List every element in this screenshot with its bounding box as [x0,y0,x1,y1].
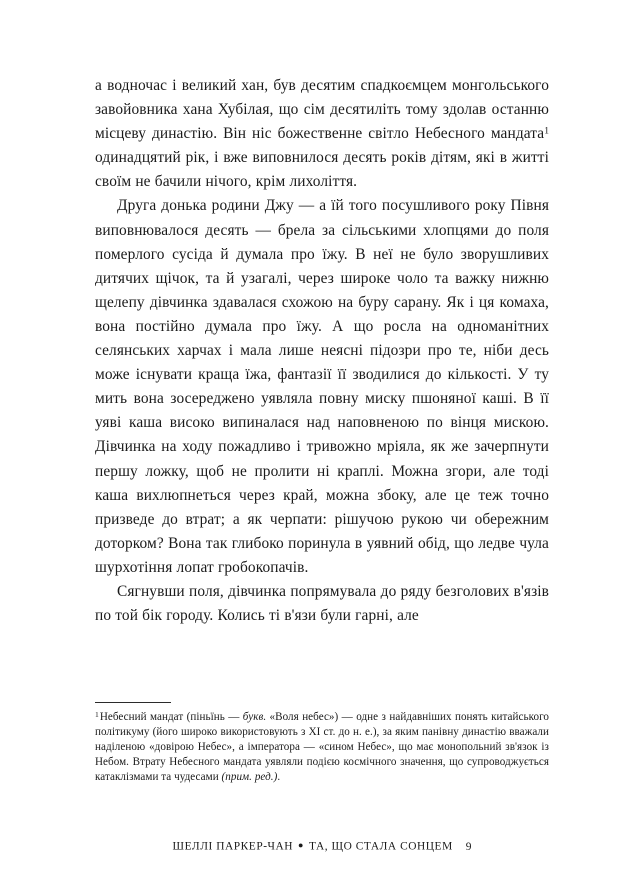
paragraph-text-after-footnote: одинадцятий рік, і вже виповнилося десять років дітям, які в житті своїм не бачили нічого, крім лихоліття. [95,149,549,191]
running-foot-author: ШЕЛЛІ ПАРКЕР-ЧАН [172,840,294,853]
footnote-segment-1: Небесний мандат (піньїнь — [99,711,243,723]
body-text-column [95,74,549,628]
footnote-segment-3: . [277,771,281,784]
footnote-block [95,702,549,785]
running-foot-book-title: ТА, ЩО СТАЛА СОНЦЕМ [309,840,453,853]
paragraph-second-daughter: Друга донька родини Джу — а їй того посушливого року Півня виповнювалося десять — брела за сільськими хлопцями до поля померлого сусіда й думала про їжу. В неї не було зворушливих дитячих щічок, та й узагалі, через широке чоло та важку нижню щелепу дівчинка здавалася схожою на буру сарану. Як і ця комаха, вона постійно думала про їжу. А що росла на одноманітних селянських харчах і мала лише неясні підозри про те, ніби десь може існувати краща їжа, фантазії її зводилися до кількості. У ту мить вона зосереджено уявляла повну миску пшоняної каші. В її уяві каша високо випиналася над наповненою по вінця мискою. Дівчинка на ходу пожадливо і тривожно мріяла, як же зачерпнути першу ложку, щоб не пролити ні краплі. Можна згори, але тоді каша вихлюпнеться через край, можна збоку, але це теж точно призведе до втрат; а як черпати: рішучою рукою чи обережним доторком? Вона так глибоко поринула в уявний обід, що ледве чула шурхотіння лопат гробокопачів. [95,197,549,576]
paragraph-third: Сягнувши поля, дівчинка попрямувала до ряду безголових в'язів по той бік городу. Колись ті в'язи були гарні, але [95,582,549,625]
running-foot [0,840,644,853]
running-foot-separator-bullet: ● [298,840,305,850]
footnote-italic-literally: букв. [242,711,267,723]
paragraph-text-before-footnote: а водночас і великий хан, був десятим спадкоємцем монгольського завойовника хана Хубілая, що сім десятиліть тому здолав останню місцеву династію. Він ніс божественне світло Небесного мандата [95,77,549,143]
footnote-separator-rule [95,702,171,703]
footnote-segment-2: «Воля небес») — одне з найдавніших понять китайського політикуму (його широко використовують з XI ст. до н. е.), за яким панівну династію вважали наділеною «довірою Небес», а імператора — «сином Небес», що має монопольний зв'язок із Небом. Втрату Небесного мандата уявляли подією космічного значення, що супроводжується катаклізмами та чудесами [95,711,549,784]
footnote-reference-marker[interactable]: 1 [544,125,549,137]
footnote-italic-editor-note: (прим. ред.) [221,771,278,784]
paragraph-continued [95,74,549,194]
page-number: 9 [465,840,472,853]
footnote-number: 1 [95,709,99,719]
footnote-text [95,710,549,785]
